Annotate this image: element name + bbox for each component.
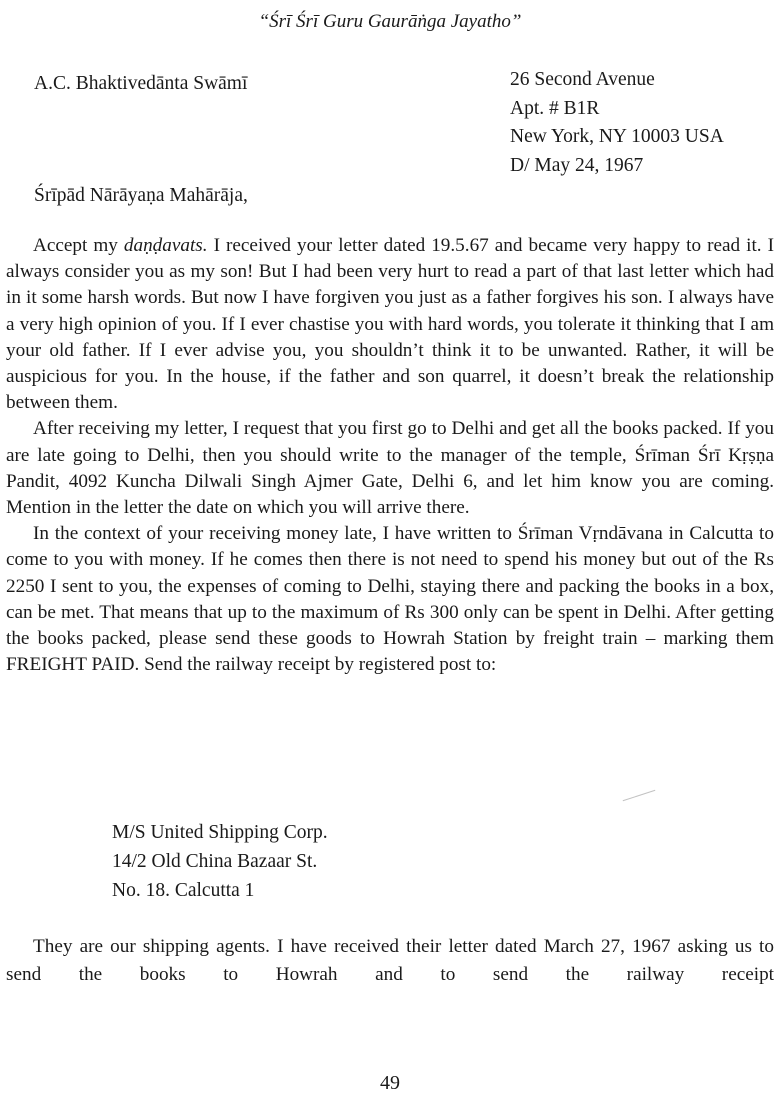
closing-paragraph — [6, 933, 774, 989]
page-header-title: “Śrī Śrī Guru Gaurāṅga Jayatho” — [258, 11, 522, 32]
page-number: 49 — [380, 1072, 400, 1094]
shipping-address — [112, 818, 328, 905]
letter-date: D/ May 24, 1967 — [510, 154, 644, 176]
address-line-apartment: Apt. # B1R — [510, 97, 600, 119]
paragraph-1-rest: I received your letter dated 19.5.67 and became very happy to read it. I always consider you as my son! But I had been very hurt to read a part of that last letter which had in it some harsh words. But now I have forgiven you just as a father forgives his son. I always have a very high opinion of you. If I ever chastise you with hard words, you tolerate it thinking that I am your old father. If I ever advise you, you shouldn’t think it to be unwanted. Rather, it will be auspicious for you. In the house, if the father and son quarrel, it doesn’t break the relationship between them. — [6, 235, 774, 414]
scan-mark — [623, 790, 656, 801]
closing-text: They are our shipping agents. I have received their letter dated March 27, 1967 asking us to send the books to Howrah and to send the railway receipt — [6, 936, 774, 985]
address-line-street: 26 Second Avenue — [510, 69, 655, 90]
salutation: Śrīpād Nārāyaṇa Mahārāja, — [34, 185, 248, 206]
paragraph-3: In the context of your receiving money late, I have written to Śrīman Vṛndāvana in Calcutta to come to you with money. If he comes then there is not need to spend his money but out of the Rs 2250 I sent to you, the expenses of coming to Delhi, staying there and packing the books in a box, can be met. That means that up to the maximum of Rs 300 only can be spent in Delhi. After getting the books packed, please send these goods to Howrah Station by freight train – marking them FREIGHT PAID. Send the railway receipt by registered post to: — [6, 523, 774, 676]
paragraph-2: After receiving my letter, I request that you first go to Delhi and get all the books packed. If you are late going to Delhi, then you should write to the manager of the temple, Śrīman Śrī Kṛṣṇa Pandit, 4092 Kuncha Dilwali Singh Ajmer Gate, Delhi 6, and let him know you are coming. Mention in the letter the date on which you will arrive there. — [6, 418, 774, 519]
paragraph-1-lead: Accept my — [33, 235, 124, 256]
address-line-city: New York, NY 10003 USA — [510, 126, 724, 147]
letter-body — [6, 233, 774, 678]
sender-name: A.C. Bhaktivedānta Swāmī — [34, 73, 248, 94]
paragraph-1-emphasis: daṇḍavats. — [123, 235, 208, 256]
sender-address — [510, 66, 724, 180]
paragraph-1 — [6, 233, 774, 416]
shipping-line-street: 14/2 Old China Bazaar St. — [112, 851, 318, 872]
shipping-line-company: M/S United Shipping Corp. — [112, 822, 328, 843]
shipping-line-city: No. 18. Calcutta 1 — [112, 880, 255, 901]
